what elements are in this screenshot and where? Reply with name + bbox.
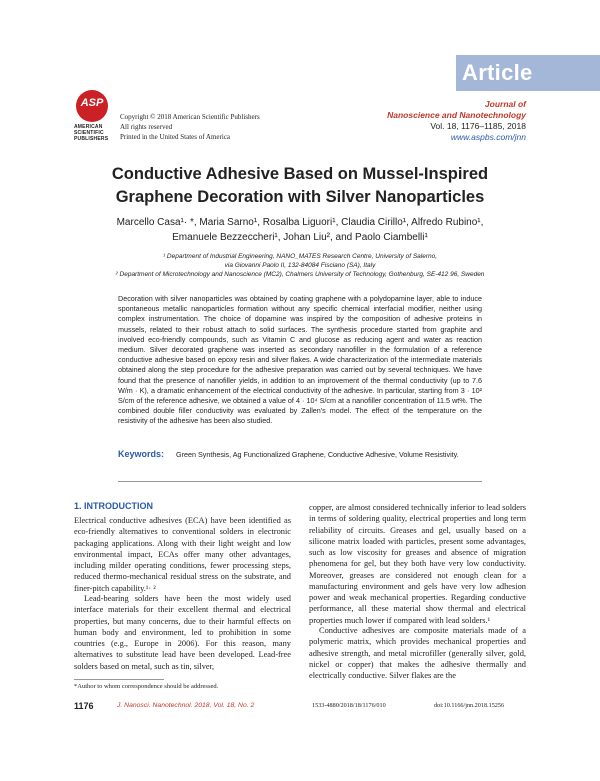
abstract: Decoration with silver nanoparticles was obtained by coating graphene with a polydopamine layer, able to induce spontaneous metallic nanoparticles formation without any specific chemical interfacial modifier, neither using complex instrumentation. The choice of dopamine was inspired by the composition of adhesive proteins in mussels, related to their robust attach to solid surfaces. The synthesis procedure started from graphite and involved eco-friendly compounds, such as Vitamin C and glucose as reducing agent and water as reaction medium. Silver decorated graphene was inserted as secondary nanofiller in the formulation of a reference conductive adhesive based on epoxy resin and silver flakes. A wide characterization of the intermediate materials obtained along the step procedure for the adhesive preparation was carried out by several techniques. We have found that the presence of nanofiller yields, in addition to an improvement of the thermal conductivity (up to 7.6 W/m · K), a dramatic enhancement of the electrical conductivity of the adhesive. In particular, starting from 3 · 10² S/cm of the reference adhesive, we obtained a value of 4 · 10⁴ S/cm at a nanofiller concentration of 11.5 wt%. The combined double filler conductivity was evaluated by Zallen's model. The effect of the temperature on the resistivity of the adhesive has been also studied. (118, 294, 482, 426)
section-heading: 1. INTRODUCTION (74, 501, 154, 511)
paper-title: Graphene Decoration with Silver Nanoparticles (115, 188, 485, 206)
footer-doi[interactable]: doi:10.1166/jnn.2018.15256 (434, 702, 505, 709)
publisher-line: SCIENTIFIC (74, 130, 104, 136)
copyright-line: Copyright © 2018 American Scientific Publishers (120, 113, 260, 121)
keywords-label: Keywords: (118, 449, 165, 459)
body-paragraph: Conductive adhesives are composite materials made of a polymeric matrix, which provides mechanical properties and adhesive strength, and metal microfiller (generally silver, gold, nickel or copper) that makes the adhesive thermally and electrically conductive. Silver flakes are the (309, 626, 526, 680)
journal-name: Nanoscience and Nanotechnology (387, 110, 526, 120)
footnote-divider (74, 679, 164, 680)
affiliation: ¹ Department of Industrial Engineering, NANO_MATES Research Centre, University of Salerno, (162, 253, 438, 260)
journal-url[interactable]: www.aspbs.com/jnn (450, 132, 526, 142)
page-number: 1176 (74, 701, 94, 711)
keywords: Green Synthesis, Ag Functionalized Graphene, Conductive Adhesive, Volume Resistivity. (176, 450, 459, 459)
authors: Emanuele Bezzeccheri¹, Johan Liu², and Paolo Ciambelli¹ (172, 232, 428, 243)
journal-name: Journal of (484, 99, 526, 109)
footnote: *Author to whom correspondence should be addressed. (74, 683, 219, 690)
logo-text: ASP (80, 97, 104, 109)
copyright-line: Printed in the United States of America (120, 133, 231, 141)
body-paragraph: copper, are almost considered technically inferior to lead solders in terms of soldering quality, electrical properties and long term reliability of circuits. Greases and gel, usually based on a silicone matrix loaded with particles, present some advantages, such as low viscosity for greases and absence of migration phenomena for gel, but they both have very low conductivity. Moreover, greases are considered not enough clean for a manufacturing environment and gels have very low adhesion power and weak mechanical properties. Regarding conductive performance, all these material show thermal and electrical properties much lower if compared with lead solders.¹ (309, 503, 526, 625)
publisher-line: AMERICAN (74, 124, 103, 130)
article-label: Article (462, 60, 533, 85)
footer-journal: J. Nanosci. Nanotechnol. 2018, Vol. 18, No. 2 (117, 702, 255, 709)
body-paragraph: Electrical conductive adhesives (ECA) have been identified as eco-friendly alternatives to conventional solders in electronic packaging applications. Along with their light weight and low environmental impact, ECAs offer many other advantages, including milder operating conditions, fewer processing steps, reduced thermo-mechanical residual stress on the substrate, and finer-pitch capability.¹· ² (74, 516, 291, 593)
authors: Marcello Casa¹· *, Maria Sarno¹, Rosalba Liguori¹, Claudia Cirillo¹, Alfredo Rubino¹, (116, 217, 484, 228)
paper-title: Conductive Adhesive Based on Mussel-Inspired (111, 165, 489, 183)
divider (118, 481, 482, 482)
affiliation: via Giovanni Paolo II, 132-84084 Fisciano (SA), Italy (224, 262, 376, 269)
affiliation: ² Department of Microtechnology and Nanoscience (MC2), Chalmers University of Technology, Gothenburg, SE-412 96, Sweden (115, 271, 485, 278)
body-paragraph: Lead-bearing solders have been the most widely used interface materials for their excellent thermal and electrical properties, but many concerns, due to their harmful effects on human body and environment, led to prohibition in some countries (e.g., Europe in 2006). For this reason, many alternatives to substitute lead have been developed. Lead-free solders based on metal, such as tin, silver, (74, 594, 291, 671)
footer-id: 1533-4880/2018/18/1176/010 (312, 702, 386, 709)
journal-volume: Vol. 18, 1176–1185, 2018 (430, 121, 526, 131)
copyright-line: All rights reserved (120, 123, 173, 131)
publisher-line: PUBLISHERS (74, 136, 109, 142)
